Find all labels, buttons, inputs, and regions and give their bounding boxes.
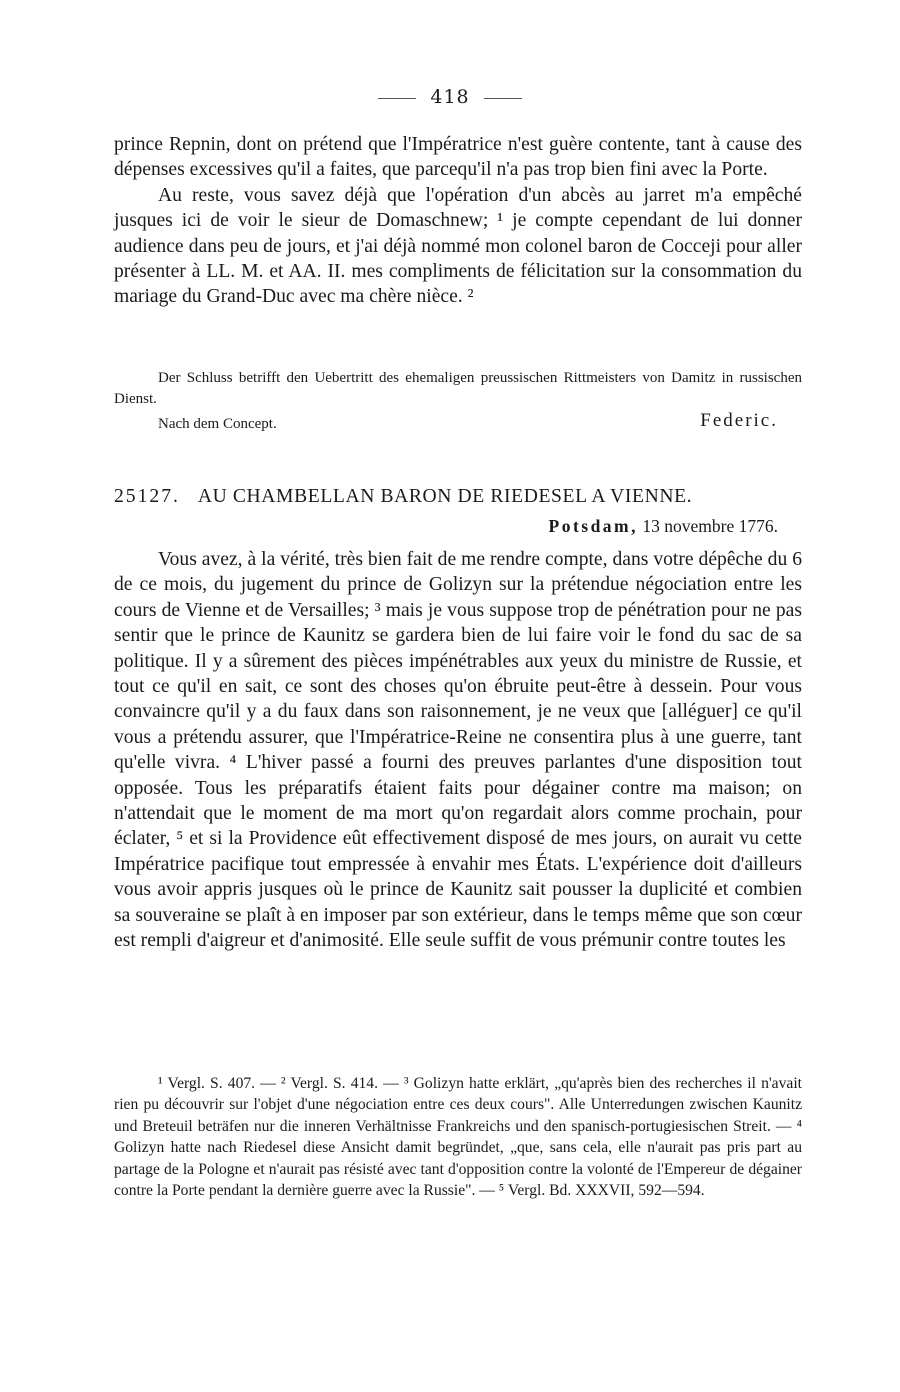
letter-body: Vous avez, à la vérité, très bien fait de me rendre compte, dans votre dépêche du 6 de ce mois, du jugement du prince de Golizyn sur la prétendue négociation entre les cours de Vienne et de Versailles; ³ mais je vous suppose trop de pénétration pour ne pas sentir que le prince de Kaunitz se gardera bien de lui faire voir le fond du sac de sa politique. Il y a sûrement des pièces impénétrables aux yeux du ministre de Russie, et tout ce qu'il en sait, ce sont des choses qu'on ébruite peut-être à dessein. Pour vous convaincre qu'il y a du faux dans son raisonnement, je ne veux que [alléguer] ce qu'il vous a prétendu assurer, que l'Impératrice-Reine ne consentira plus à une guerre, tant qu'elle vivra. ⁴ L'hiver passé a fourni des preuves parlantes d'une disposition tout opposée. Tous les préparatifs étaient faits pour dégainer contre ma maison; on n'attendait que le moment de ma mort qu'on regardait alors comme prochain, pour éclater, ⁵ et si la Providence eût effectivement disposé de mes jours, on aurait vu cette Impératrice pacifique tout empressée à envahir mes États. L'expérience doit d'ailleurs vous avoir appris jusques où le prince de Kaunitz sait pousser la duplicité et combien sa souveraine se plaît à en imposer par son extérieur, dans le temps même que son cœur est rempli d'aigreur et d'animosité. Elle seule suffit de vous prémunir contre toutes les [114, 549, 802, 952]
letter-heading [114, 486, 802, 508]
page-number: 418 [430, 86, 470, 108]
signature: Federic. [700, 410, 778, 431]
header-rule-left [378, 98, 416, 99]
editorial-note: Der Schluss betrifft den Uebertritt des ehemaligen preussischen Rittmeisters von Damitz in russischen Dienst. [114, 370, 802, 407]
paragraph: Au reste, vous savez déjà que l'opération d'un abcès au jarret m'a empêché jusques ici de voir le sieur de Domaschnew; ¹ je compte cependant de lui donner audience dans peu de jours, et j'ai déjà nommé mon colonel baron de Cocceji pour aller présenter à LL. M. et AA. II. mes compliments de félicitation sur la consommation du mariage du Grand-Duc avec ma chère nièce. ² [114, 184, 802, 308]
letter-number: 25127. [114, 486, 180, 507]
footnote-block: ¹ Vergl. S. 407. — ² Vergl. S. 414. — ³ Golizyn hatte erklärt, „qu'après bien des recherches il n'avait rien pu découvrir sur l'objet d'une négociation entre ces deux cours". Alle Unterredungen zwischen Kaunitz und Breteuil beträfen nur die inneren Verhältnisse Frankreichs und den spanisch-portugiesischen Streit. — ⁴ Golizyn hatte nach Riedesel diese Ansicht damit begründet, „que, sans cela, elle n'aurait pas pris part au partage de la Pologne et n'aurait pas résisté avec tant d'opposition contre la volonté de l'Empereur de dégainer contre la Porte pendant la dernière guerre avec la Russie". — ⁵ Vergl. Bd. XXXVII, 592—594. [114, 1075, 802, 1200]
letter-place: Potsdam, [548, 516, 639, 536]
page-number-header [0, 86, 900, 108]
letter-date: 13 novembre 1776. [642, 516, 778, 536]
letter-place-date [114, 516, 778, 537]
source-note: Nach dem Concept. [158, 416, 277, 432]
footnotes [114, 1073, 802, 1201]
header-rule-right [484, 98, 522, 99]
paragraph: prince Repnin, dont on prétend que l'Impératrice n'est guère contente, tant à cause des dépenses excessives qu'il a faites, que parcequ'il n'a pas trop bien fini avec la Porte. [114, 134, 802, 181]
letter-addressee: AU CHAMBELLAN BARON DE RIEDESEL A VIENNE. [197, 486, 693, 507]
previous-letter-body [114, 132, 802, 310]
